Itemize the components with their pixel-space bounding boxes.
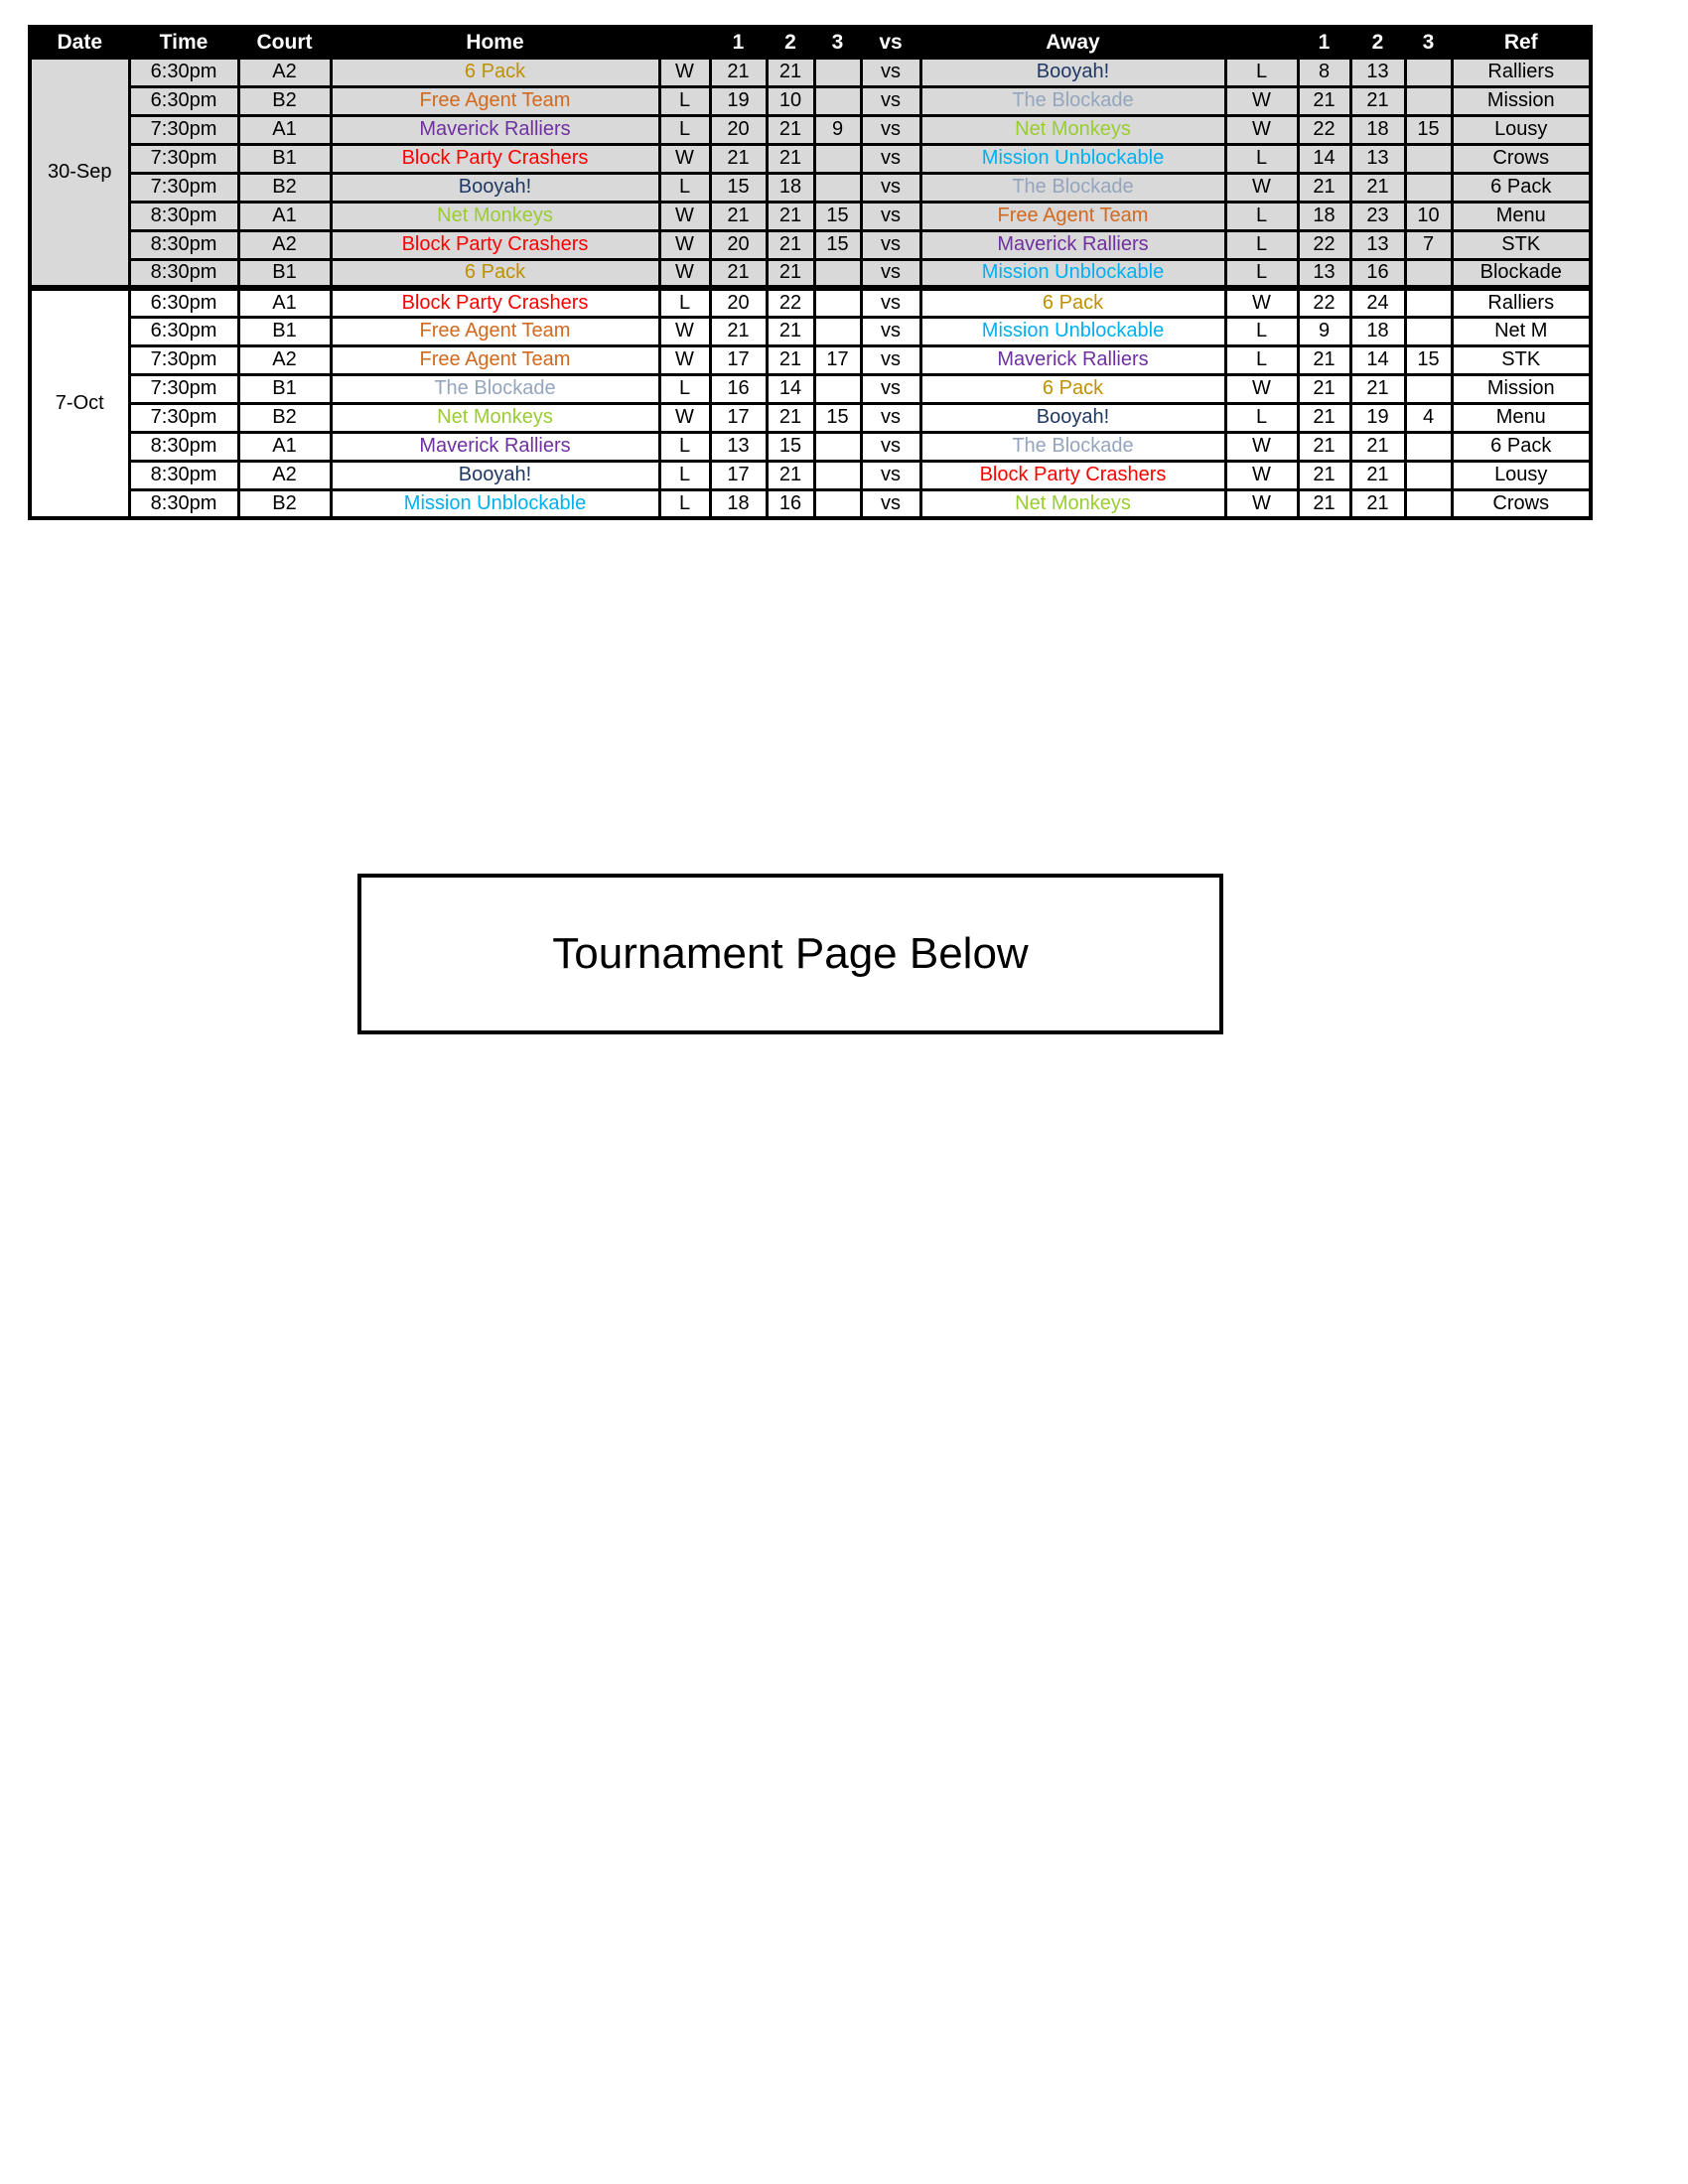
ref-cell: Mission: [1452, 86, 1591, 115]
away-result-cell: L: [1225, 202, 1298, 230]
away-set1-cell: 13: [1298, 259, 1350, 288]
home-set2-cell: 21: [767, 259, 814, 288]
home-set3-cell: 15: [814, 403, 861, 432]
away-set1-cell: 21: [1298, 345, 1350, 374]
home-team-cell: Booyah!: [331, 173, 659, 202]
away-result-cell: W: [1225, 461, 1298, 489]
home-result-cell: W: [659, 317, 710, 345]
court-cell: B2: [238, 86, 331, 115]
away-result-cell: L: [1225, 403, 1298, 432]
home-team-cell: Free Agent Team: [331, 345, 659, 374]
away-set3-cell: [1405, 173, 1452, 202]
home-set3-cell: [814, 58, 861, 86]
home-team-cell: 6 Pack: [331, 58, 659, 86]
ref-cell: Menu: [1452, 202, 1591, 230]
home-set2-cell: 21: [767, 461, 814, 489]
home-set2-cell: 16: [767, 489, 814, 518]
header-away-result: [1225, 27, 1298, 58]
time-cell: 7:30pm: [129, 115, 238, 144]
away-set3-cell: 15: [1405, 345, 1452, 374]
vs-cell: vs: [861, 288, 920, 317]
match-row: [30, 58, 1591, 86]
away-result-cell: W: [1225, 173, 1298, 202]
header-home-set1: 1: [710, 27, 767, 58]
ref-cell: Ralliers: [1452, 58, 1591, 86]
home-set1-cell: 21: [710, 58, 767, 86]
away-result-cell: L: [1225, 230, 1298, 259]
away-set1-cell: 8: [1298, 58, 1350, 86]
home-set2-cell: 21: [767, 144, 814, 173]
home-set1-cell: 17: [710, 461, 767, 489]
away-set3-cell: [1405, 86, 1452, 115]
away-set2-cell: 19: [1350, 403, 1405, 432]
away-result-cell: L: [1225, 144, 1298, 173]
ref-cell: Menu: [1452, 403, 1591, 432]
court-cell: B2: [238, 403, 331, 432]
court-cell: A1: [238, 202, 331, 230]
away-set2-cell: 23: [1350, 202, 1405, 230]
match-row: [30, 374, 1591, 403]
court-cell: A2: [238, 58, 331, 86]
away-set3-cell: 15: [1405, 115, 1452, 144]
away-set1-cell: 21: [1298, 403, 1350, 432]
home-set3-cell: [814, 374, 861, 403]
home-set2-cell: 21: [767, 403, 814, 432]
home-set1-cell: 16: [710, 374, 767, 403]
match-row: [30, 432, 1591, 461]
home-set1-cell: 20: [710, 115, 767, 144]
vs-cell: vs: [861, 86, 920, 115]
home-set3-cell: [814, 432, 861, 461]
court-cell: A2: [238, 461, 331, 489]
home-set2-cell: 21: [767, 345, 814, 374]
away-set1-cell: 22: [1298, 115, 1350, 144]
ref-cell: 6 Pack: [1452, 432, 1591, 461]
away-set1-cell: 21: [1298, 432, 1350, 461]
time-cell: 7:30pm: [129, 403, 238, 432]
match-row: [30, 173, 1591, 202]
home-set3-cell: 15: [814, 230, 861, 259]
away-team-cell: Net Monkeys: [920, 489, 1225, 518]
away-team-cell: Mission Unblockable: [920, 317, 1225, 345]
time-cell: 6:30pm: [129, 86, 238, 115]
away-set1-cell: 22: [1298, 230, 1350, 259]
away-team-cell: Booyah!: [920, 403, 1225, 432]
vs-cell: vs: [861, 58, 920, 86]
match-row: [30, 115, 1591, 144]
date-cell: 30-Sep: [30, 58, 129, 288]
home-set3-cell: 9: [814, 115, 861, 144]
home-team-cell: Block Party Crashers: [331, 288, 659, 317]
header-away-set3: 3: [1405, 27, 1452, 58]
away-set2-cell: 21: [1350, 173, 1405, 202]
home-team-cell: Block Party Crashers: [331, 230, 659, 259]
vs-cell: vs: [861, 317, 920, 345]
ref-cell: STK: [1452, 345, 1591, 374]
home-team-cell: Net Monkeys: [331, 403, 659, 432]
court-cell: B1: [238, 144, 331, 173]
away-result-cell: W: [1225, 288, 1298, 317]
home-result-cell: W: [659, 202, 710, 230]
court-cell: B2: [238, 173, 331, 202]
away-team-cell: Net Monkeys: [920, 115, 1225, 144]
vs-cell: vs: [861, 345, 920, 374]
home-set1-cell: 20: [710, 230, 767, 259]
away-set3-cell: [1405, 461, 1452, 489]
away-result-cell: W: [1225, 432, 1298, 461]
match-row: [30, 403, 1591, 432]
home-result-cell: W: [659, 403, 710, 432]
match-row: [30, 345, 1591, 374]
away-result-cell: L: [1225, 58, 1298, 86]
vs-cell: vs: [861, 432, 920, 461]
time-cell: 8:30pm: [129, 230, 238, 259]
ref-cell: Lousy: [1452, 461, 1591, 489]
time-cell: 6:30pm: [129, 317, 238, 345]
home-result-cell: W: [659, 230, 710, 259]
home-set3-cell: 15: [814, 202, 861, 230]
away-result-cell: L: [1225, 345, 1298, 374]
tournament-page-box: [357, 874, 1223, 1034]
home-result-cell: L: [659, 432, 710, 461]
away-set2-cell: 18: [1350, 115, 1405, 144]
away-set2-cell: 13: [1350, 58, 1405, 86]
ref-cell: Mission: [1452, 374, 1591, 403]
vs-cell: vs: [861, 403, 920, 432]
home-result-cell: L: [659, 288, 710, 317]
tournament-page-label: Tournament Page Below: [552, 929, 1029, 978]
vs-cell: vs: [861, 259, 920, 288]
home-set1-cell: 13: [710, 432, 767, 461]
away-set2-cell: 13: [1350, 230, 1405, 259]
home-set3-cell: [814, 317, 861, 345]
match-row: [30, 86, 1591, 115]
away-set3-cell: [1405, 432, 1452, 461]
time-cell: 7:30pm: [129, 144, 238, 173]
home-set3-cell: 17: [814, 345, 861, 374]
time-cell: 8:30pm: [129, 259, 238, 288]
away-set1-cell: 22: [1298, 288, 1350, 317]
home-set3-cell: [814, 173, 861, 202]
away-team-cell: Block Party Crashers: [920, 461, 1225, 489]
home-result-cell: W: [659, 144, 710, 173]
vs-cell: vs: [861, 374, 920, 403]
away-set2-cell: 16: [1350, 259, 1405, 288]
vs-cell: vs: [861, 461, 920, 489]
away-set1-cell: 9: [1298, 317, 1350, 345]
home-result-cell: L: [659, 115, 710, 144]
vs-cell: vs: [861, 230, 920, 259]
away-team-cell: Mission Unblockable: [920, 144, 1225, 173]
court-cell: B1: [238, 259, 331, 288]
away-set3-cell: [1405, 144, 1452, 173]
ref-cell: Net M: [1452, 317, 1591, 345]
home-set3-cell: [814, 461, 861, 489]
home-result-cell: L: [659, 173, 710, 202]
home-result-cell: L: [659, 86, 710, 115]
court-cell: A2: [238, 345, 331, 374]
home-team-cell: Booyah!: [331, 461, 659, 489]
home-set1-cell: 21: [710, 202, 767, 230]
away-set2-cell: 21: [1350, 461, 1405, 489]
court-cell: A1: [238, 432, 331, 461]
home-result-cell: W: [659, 259, 710, 288]
home-team-cell: 6 Pack: [331, 259, 659, 288]
home-set3-cell: [814, 489, 861, 518]
home-set2-cell: 15: [767, 432, 814, 461]
match-row: [30, 317, 1591, 345]
home-team-cell: Net Monkeys: [331, 202, 659, 230]
home-set2-cell: 18: [767, 173, 814, 202]
home-result-cell: W: [659, 345, 710, 374]
home-set2-cell: 21: [767, 202, 814, 230]
away-set2-cell: 21: [1350, 374, 1405, 403]
time-cell: 8:30pm: [129, 202, 238, 230]
home-set3-cell: [814, 288, 861, 317]
away-team-cell: 6 Pack: [920, 288, 1225, 317]
away-set3-cell: [1405, 288, 1452, 317]
ref-cell: Crows: [1452, 144, 1591, 173]
home-set1-cell: 18: [710, 489, 767, 518]
away-set3-cell: 10: [1405, 202, 1452, 230]
court-cell: A2: [238, 230, 331, 259]
home-team-cell: Maverick Ralliers: [331, 115, 659, 144]
away-set3-cell: [1405, 489, 1452, 518]
away-result-cell: W: [1225, 489, 1298, 518]
away-set2-cell: 21: [1350, 432, 1405, 461]
date-cell: 7-Oct: [30, 288, 129, 518]
away-team-cell: Maverick Ralliers: [920, 345, 1225, 374]
header-away-set2: 2: [1350, 27, 1405, 58]
home-set1-cell: 17: [710, 345, 767, 374]
match-row: [30, 144, 1591, 173]
away-set1-cell: 21: [1298, 374, 1350, 403]
away-set3-cell: [1405, 374, 1452, 403]
away-result-cell: W: [1225, 86, 1298, 115]
away-team-cell: Mission Unblockable: [920, 259, 1225, 288]
home-team-cell: Block Party Crashers: [331, 144, 659, 173]
court-cell: A1: [238, 115, 331, 144]
home-set2-cell: 21: [767, 58, 814, 86]
ref-cell: STK: [1452, 230, 1591, 259]
away-team-cell: Booyah!: [920, 58, 1225, 86]
away-set3-cell: [1405, 317, 1452, 345]
time-cell: 8:30pm: [129, 432, 238, 461]
header-date: Date: [30, 27, 129, 58]
time-cell: 8:30pm: [129, 461, 238, 489]
home-team-cell: Free Agent Team: [331, 86, 659, 115]
court-cell: A1: [238, 288, 331, 317]
away-team-cell: Free Agent Team: [920, 202, 1225, 230]
schedule-table: [28, 25, 1593, 520]
ref-cell: Lousy: [1452, 115, 1591, 144]
home-set1-cell: 21: [710, 144, 767, 173]
header-time: Time: [129, 27, 238, 58]
away-team-cell: The Blockade: [920, 432, 1225, 461]
home-set1-cell: 20: [710, 288, 767, 317]
header-away: Away: [920, 27, 1225, 58]
home-team-cell: Maverick Ralliers: [331, 432, 659, 461]
header-home-set2: 2: [767, 27, 814, 58]
header-home: Home: [331, 27, 659, 58]
header-ref: Ref: [1452, 27, 1591, 58]
home-team-cell: The Blockade: [331, 374, 659, 403]
home-set2-cell: 21: [767, 230, 814, 259]
ref-cell: Ralliers: [1452, 288, 1591, 317]
away-result-cell: L: [1225, 317, 1298, 345]
schedule-header-row: [30, 27, 1591, 58]
away-set3-cell: [1405, 58, 1452, 86]
match-row: [30, 288, 1591, 317]
away-set3-cell: [1405, 259, 1452, 288]
time-cell: 6:30pm: [129, 58, 238, 86]
away-set2-cell: 24: [1350, 288, 1405, 317]
vs-cell: vs: [861, 489, 920, 518]
header-home-result: [659, 27, 710, 58]
away-set2-cell: 13: [1350, 144, 1405, 173]
home-set3-cell: [814, 144, 861, 173]
home-team-cell: Mission Unblockable: [331, 489, 659, 518]
home-set2-cell: 14: [767, 374, 814, 403]
away-set2-cell: 18: [1350, 317, 1405, 345]
vs-cell: vs: [861, 202, 920, 230]
header-home-set3: 3: [814, 27, 861, 58]
home-result-cell: L: [659, 461, 710, 489]
ref-cell: Blockade: [1452, 259, 1591, 288]
away-set1-cell: 21: [1298, 173, 1350, 202]
match-row: [30, 230, 1591, 259]
home-set2-cell: 22: [767, 288, 814, 317]
time-cell: 8:30pm: [129, 489, 238, 518]
home-set2-cell: 21: [767, 115, 814, 144]
home-set3-cell: [814, 259, 861, 288]
match-row: [30, 461, 1591, 489]
away-set2-cell: 21: [1350, 86, 1405, 115]
away-team-cell: The Blockade: [920, 173, 1225, 202]
match-row: [30, 489, 1591, 518]
ref-cell: 6 Pack: [1452, 173, 1591, 202]
away-team-cell: Maverick Ralliers: [920, 230, 1225, 259]
schedule-body: [30, 58, 1591, 518]
away-result-cell: W: [1225, 374, 1298, 403]
away-result-cell: W: [1225, 115, 1298, 144]
vs-cell: vs: [861, 115, 920, 144]
vs-cell: vs: [861, 173, 920, 202]
home-set2-cell: 21: [767, 317, 814, 345]
home-result-cell: L: [659, 489, 710, 518]
away-team-cell: The Blockade: [920, 86, 1225, 115]
court-cell: B1: [238, 374, 331, 403]
court-cell: B2: [238, 489, 331, 518]
home-set1-cell: 21: [710, 317, 767, 345]
home-result-cell: W: [659, 58, 710, 86]
away-set1-cell: 21: [1298, 461, 1350, 489]
time-cell: 7:30pm: [129, 173, 238, 202]
time-cell: 7:30pm: [129, 374, 238, 403]
vs-cell: vs: [861, 144, 920, 173]
away-set1-cell: 21: [1298, 86, 1350, 115]
header-away-set1: 1: [1298, 27, 1350, 58]
home-set1-cell: 21: [710, 259, 767, 288]
match-row: [30, 202, 1591, 230]
home-set1-cell: 19: [710, 86, 767, 115]
away-set3-cell: 7: [1405, 230, 1452, 259]
away-set1-cell: 21: [1298, 489, 1350, 518]
home-set1-cell: 17: [710, 403, 767, 432]
header-court: Court: [238, 27, 331, 58]
ref-cell: Crows: [1452, 489, 1591, 518]
court-cell: B1: [238, 317, 331, 345]
home-result-cell: L: [659, 374, 710, 403]
away-set2-cell: 21: [1350, 489, 1405, 518]
time-cell: 6:30pm: [129, 288, 238, 317]
away-team-cell: 6 Pack: [920, 374, 1225, 403]
away-result-cell: L: [1225, 259, 1298, 288]
away-set1-cell: 14: [1298, 144, 1350, 173]
home-set1-cell: 15: [710, 173, 767, 202]
away-set2-cell: 14: [1350, 345, 1405, 374]
time-cell: 7:30pm: [129, 345, 238, 374]
away-set3-cell: 4: [1405, 403, 1452, 432]
home-team-cell: Free Agent Team: [331, 317, 659, 345]
home-set2-cell: 10: [767, 86, 814, 115]
away-set1-cell: 18: [1298, 202, 1350, 230]
home-set3-cell: [814, 86, 861, 115]
match-row: [30, 259, 1591, 288]
header-vs: vs: [861, 27, 920, 58]
